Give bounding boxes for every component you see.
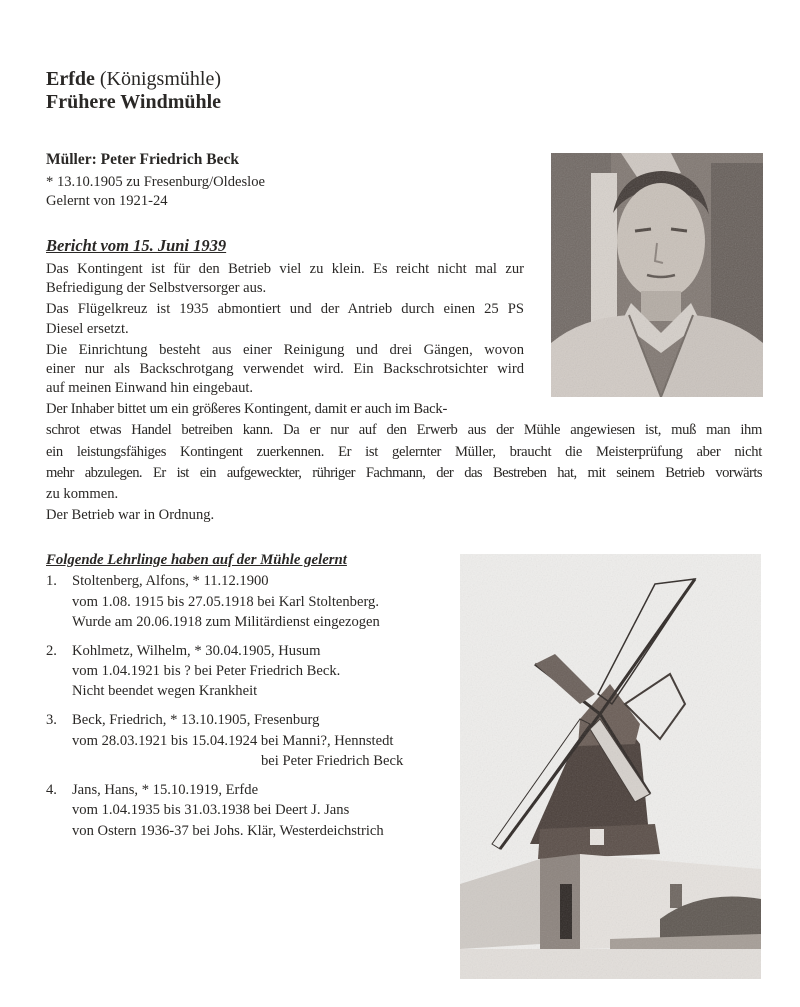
report-heading: Bericht vom 15. Juni 1939 — [46, 236, 227, 255]
apprentice-line: vom 1.08. 1915 bis 27.05.1918 bei Karl Stoltenberg. — [72, 594, 379, 610]
apprentice-line: bei Peter Friedrich Beck — [261, 753, 404, 769]
report-line: Diesel ersetzt. — [46, 321, 129, 337]
report-line: Die Einrichtung besteht aus einer Reinigung und drei Gängen, wovon — [46, 342, 524, 358]
apprentice-line: vom 1.04.1935 bis 31.03.1938 bei Deert J. Jans — [72, 802, 350, 818]
windmill-photo — [460, 554, 761, 979]
apprentice-line: Jans, Hans, * 15.10.1919, Erfde — [72, 782, 259, 798]
report-line: zu kommen. — [46, 486, 119, 502]
report-line: einer nur als Backschrotgang verwendet wird. Ein Backschrotsichter wird — [46, 361, 524, 377]
miller-birth: * 13.10.1905 zu Fresenburg/Oldesloe — [46, 174, 266, 190]
miller-heading: Müller: Peter Friedrich Beck — [46, 151, 239, 168]
apprentice-line: Wurde am 20.06.1918 zum Militärdienst eingezogen — [72, 614, 380, 630]
apprentice-line: Nicht beendet wegen Krankheit — [72, 683, 258, 699]
report-line: Der Inhaber bittet um ein größeres Kontingent, damit er auch im Back- — [46, 401, 448, 417]
apprentice-number: 1. — [46, 573, 57, 589]
apprentice-line: vom 1.04.1921 bis ? bei Peter Friedrich Beck. — [72, 663, 341, 679]
miller-portrait-photo — [551, 153, 763, 397]
report-line: Der Betrieb war in Ordnung. — [46, 507, 215, 523]
apprentice-line: von Ostern 1936-37 bei Johs. Klär, Westerdeichstrich — [72, 823, 384, 839]
apprentice-line: Beck, Friedrich, * 13.10.1905, Fresenburg — [72, 712, 320, 728]
page-title — [46, 68, 221, 114]
apprentice-line: Stoltenberg, Alfons, * 11.12.1900 — [72, 573, 269, 589]
apprentice-number: 3. — [46, 712, 57, 728]
portrait-image — [551, 153, 763, 397]
windmill-image — [460, 554, 761, 979]
title-mill-name: (Königsmühle) — [99, 68, 221, 90]
report-line: Das Flügelkreuz ist 1935 abmontiert und der Antrieb durch einen 25 PS — [46, 301, 524, 317]
apprentice-line: Kohlmetz, Wilhelm, * 30.04.1905, Husum — [72, 643, 321, 659]
report-line: Das Kontingent ist für den Betrieb viel zu klein. Es reicht nicht mal zur — [46, 261, 524, 277]
report-line: ein leistungsfähiges Kontingent zuerkennen. Er ist gelernter Müller, braucht die Meisterprüfung aber nicht — [46, 444, 762, 460]
apprentice-line: vom 28.03.1921 bis 15.04.1924 bei Manni?, Hennstedt — [72, 733, 394, 749]
report-line: auf meinen Einwand hin eingebaut. — [46, 380, 254, 396]
apprentice-number: 4. — [46, 782, 57, 798]
apprentices-heading: Folgende Lehrlinge haben auf der Mühle gelernt — [46, 552, 347, 568]
apprentice-number: 2. — [46, 643, 57, 659]
page-subtitle: Frühere Windmühle — [46, 91, 222, 113]
miller-trained: Gelernt von 1921-24 — [46, 193, 168, 209]
title-place: Erfde — [46, 68, 95, 90]
report-line: Befriedigung der Selbstversorger aus. — [46, 280, 267, 296]
report-line: mehr abzulegen. Er ist ein aufgeweckter, rühriger Fachmann, der das Bestreben hat, mit seinem Betrieb vorwärts — [46, 465, 762, 481]
report-line: schrot etwas Handel betreiben kann. Da er nur auf den Erwerb aus der Mühle angewiesen ist, muß man ihm — [46, 422, 762, 438]
